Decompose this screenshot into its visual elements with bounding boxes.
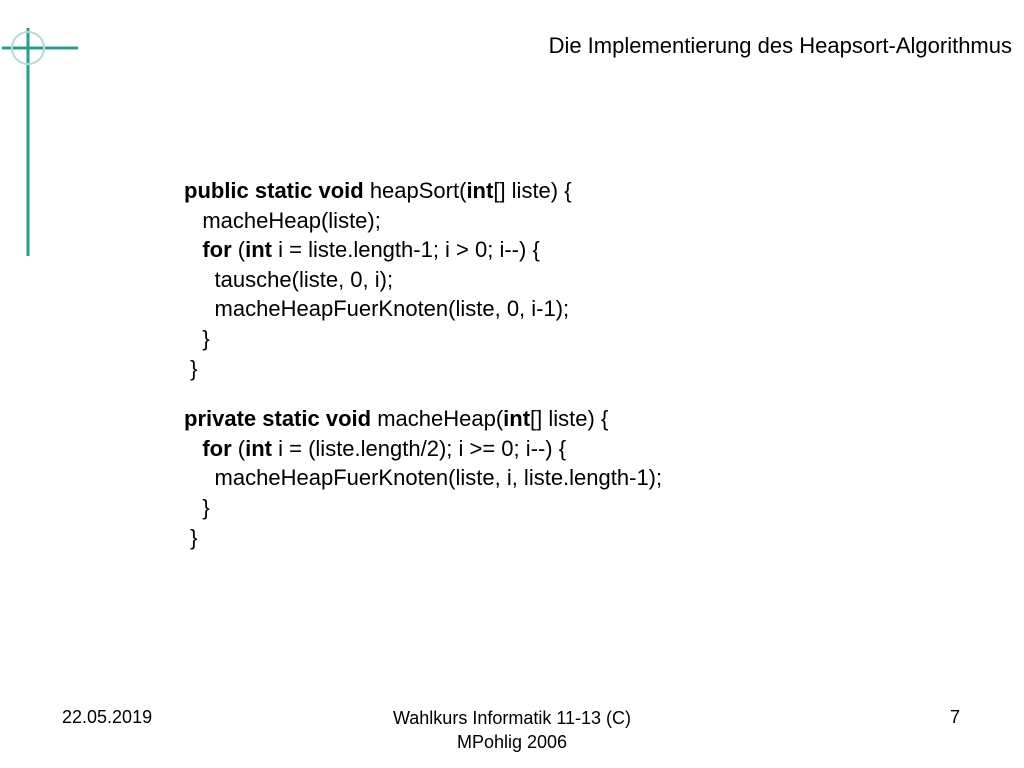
code-block bbox=[184, 176, 662, 552]
code-line: for (int i = liste.length-1; i > 0; i--) { bbox=[202, 237, 540, 263]
code-line: tausche(liste, 0, i); bbox=[184, 266, 394, 292]
code-line: macheHeap(liste); bbox=[184, 207, 381, 233]
footer-date: 22.05.2019 bbox=[62, 707, 153, 727]
code-line: public static void heapSort(int[] liste) { bbox=[184, 178, 572, 203]
code-line: } bbox=[184, 325, 210, 351]
footer-course-line1: Wahlkurs Informatik 11-13 (C) bbox=[392, 708, 632, 728]
code-line: } bbox=[184, 494, 210, 520]
code-line: macheHeapFuerKnoten(liste, 0, i-1); bbox=[184, 296, 570, 322]
footer-course-line2: MPohlig 2006 bbox=[456, 732, 568, 752]
code-gap bbox=[184, 383, 662, 404]
crosshair-logo-icon bbox=[0, 0, 90, 270]
code-line: } bbox=[184, 524, 198, 550]
code-line: private static void macheHeap(int[] liste) { bbox=[184, 406, 609, 432]
slide-title: Die Implementierung des Heapsort-Algorithmus bbox=[548, 33, 1012, 58]
footer-course bbox=[362, 706, 662, 754]
code-line: for (int i = (liste.length/2); i >= 0; i--) { bbox=[202, 435, 567, 461]
code-line: } bbox=[184, 355, 198, 381]
page-number: 7 bbox=[950, 707, 961, 727]
code-line: macheHeapFuerKnoten(liste, i, liste.length-1); bbox=[184, 465, 663, 491]
